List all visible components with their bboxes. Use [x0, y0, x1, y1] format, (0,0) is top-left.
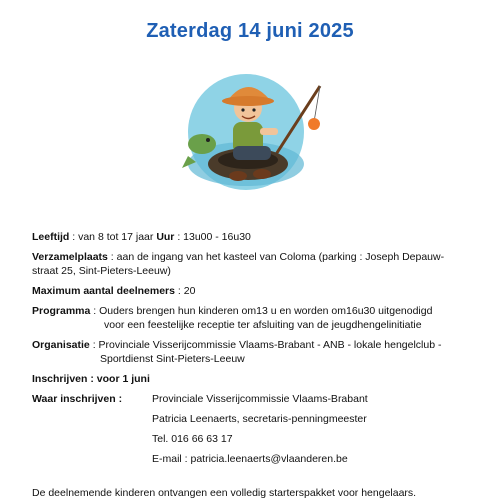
meet-label: Verzamelplaats — [32, 251, 108, 263]
contact-org: Provinciale Visserijcommissie Vlaams-Brabant — [152, 393, 368, 405]
org-label: Organisatie — [32, 339, 90, 351]
age-time-line — [32, 230, 251, 244]
where-colon: : — [115, 393, 123, 405]
date-title: Zaterdag 14 juni 2025 — [146, 20, 354, 42]
float-bobber — [308, 118, 320, 130]
program-line — [32, 304, 432, 318]
org-line — [32, 338, 441, 352]
org-line-2: Sportdienst Sint-Pieters-Leeuw — [100, 353, 245, 365]
register-line — [32, 372, 150, 386]
program-label: Programma — [32, 305, 91, 317]
contact-phone: Tel. 016 66 63 17 — [152, 433, 233, 445]
meet-line — [32, 250, 444, 264]
age-label: Leeftijd — [32, 231, 70, 243]
register-value: : voor 1 juni — [87, 373, 150, 385]
contact-person: Patricia Leenaerts, secretaris-penningmeester — [152, 413, 367, 425]
meet-value-1: : aan de ingang van het kasteel van Coloma (parking : Joseph Depauw- — [107, 251, 445, 263]
straw-hat — [222, 96, 274, 106]
boy-fishing-illustration — [178, 64, 328, 194]
fish — [188, 134, 216, 154]
register-label: Inschrijven — [32, 373, 88, 385]
max-value: : 20 — [174, 285, 196, 297]
where-line — [32, 392, 122, 406]
footer-note: De deelnemende kinderen ontvangen een volledig starterspakket voor hengelaars. — [32, 487, 417, 499]
program-value-1: : Ouders brengen hun kinderen om13 u en worden om16u30 uitgenodigd — [90, 305, 433, 317]
time-label: Uur — [156, 231, 175, 243]
age-value: : van 8 tot 17 jaar — [69, 231, 157, 243]
program-line-2: voor een feestelijke receptie ter afsluiting van de jeugdhengelinitiatie — [104, 319, 422, 331]
max-label: Maximum aantal deelnemers — [32, 285, 175, 297]
where-label: Waar inschrijven — [32, 393, 116, 405]
contact-email[interactable]: E-mail : patricia.leenaerts@vlaanderen.be — [152, 453, 348, 465]
time-value: : 13u00 - 16u30 — [174, 231, 251, 243]
meet-line-2: straat 25, Sint-Pieters-Leeuw) — [32, 265, 171, 277]
org-value-1: : Provinciale Visserijcommissie Vlaams-Brabant - ANB - lokale hengelclub - — [89, 339, 442, 351]
max-line — [32, 284, 195, 298]
